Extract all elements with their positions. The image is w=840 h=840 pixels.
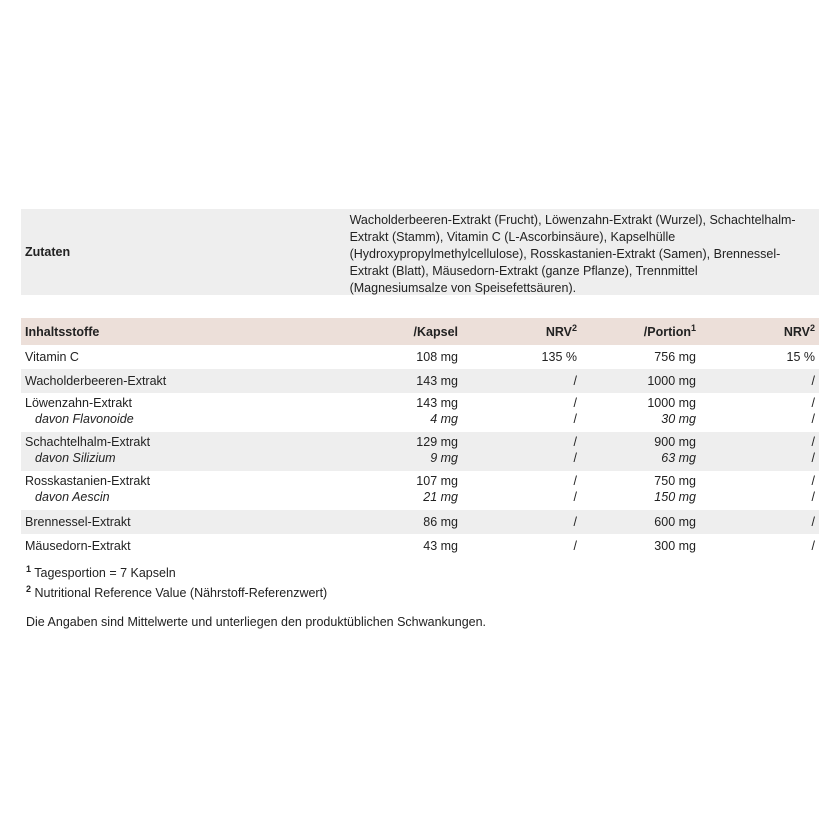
row-sub-nrv-capsule: / bbox=[573, 451, 577, 465]
row-per-portion: 1000 mg bbox=[647, 396, 696, 410]
row-nrv-portion: 15 % bbox=[786, 350, 815, 364]
row-sub-per-portion: 30 mg bbox=[661, 412, 696, 426]
table-row bbox=[21, 534, 819, 558]
table-row bbox=[21, 471, 819, 510]
footnotes bbox=[26, 563, 327, 603]
row-sub-nrv-capsule: / bbox=[573, 490, 577, 504]
row-per-capsule: 43 mg bbox=[423, 539, 458, 553]
row-nrv-portion: / bbox=[700, 510, 819, 534]
row-name: Rosskastanien-Extrakt bbox=[25, 474, 151, 488]
header-per-capsule: /Kapsel bbox=[343, 318, 462, 345]
header-ingredients: Inhaltsstoffe bbox=[21, 318, 343, 345]
header-per-portion: /Portion$^1$ bbox=[581, 318, 700, 345]
row-nrv-capsule: 135 % bbox=[541, 350, 577, 364]
row-name: Vitamin C bbox=[25, 350, 79, 364]
ingredients-text: Wacholderbeeren-Extrakt (Frucht), Löwenzahn-Extrakt (Wurzel), Schachtelhalm- Extrakt (Stamm), Vitamin C (L-Ascorbinsäure), Kapselhülle (Hydroxypropylmethylcellulose), Rosskastanien-Extrakt (Samen), Brennessel- Extrakt (Blatt), Mäusedorn-Extrakt (ganze Pflanze), Trennmittel (Magnesiumsalze von Speisefettsäuren). bbox=[349, 213, 796, 295]
row-per-capsule: 143 mg bbox=[416, 396, 458, 410]
footnote-1-mark: 1 bbox=[26, 564, 32, 574]
ingredients-label: Zutaten bbox=[25, 245, 71, 259]
row-name: Mäusedorn-Extrakt bbox=[25, 539, 131, 553]
row-sub-per-capsule: 4 mg bbox=[430, 412, 458, 426]
footnote-1-text: Tagesportion = 7 Kapseln bbox=[34, 566, 176, 580]
row-per-portion: 1000 mg bbox=[581, 369, 700, 393]
row-name: Löwenzahn-Extrakt bbox=[25, 396, 133, 410]
row-sub-name: davon Silizium bbox=[35, 451, 116, 465]
table-row bbox=[21, 369, 819, 393]
ingredients-box bbox=[21, 209, 819, 295]
row-name: Wacholderbeeren-Extrakt bbox=[21, 369, 343, 393]
disclaimer-text: Die Angaben sind Mittelwerte und unterliegen den produktüblichen Schwankungen. bbox=[26, 615, 487, 629]
row-nrv-portion: / bbox=[811, 539, 815, 553]
row-nrv-capsule: / bbox=[462, 510, 581, 534]
table-row bbox=[21, 510, 819, 534]
row-sub-nrv-portion: / bbox=[811, 412, 815, 426]
row-name: Schachtelhalm-Extrakt bbox=[25, 435, 151, 449]
row-per-portion: 750 mg bbox=[654, 474, 696, 488]
row-per-capsule: 108 mg bbox=[416, 350, 458, 364]
row-sub-nrv-portion: / bbox=[811, 490, 815, 504]
row-sub-per-portion: 150 mg bbox=[654, 490, 696, 504]
row-sub-nrv-capsule: / bbox=[573, 412, 577, 426]
row-sub-per-capsule: 21 mg bbox=[423, 490, 458, 504]
row-per-capsule: 86 mg bbox=[343, 510, 462, 534]
row-nrv-capsule: / bbox=[462, 369, 581, 393]
footnote-2-mark: 2 bbox=[26, 584, 32, 594]
footnote-2 bbox=[26, 583, 327, 603]
row-per-portion: 900 mg bbox=[654, 435, 696, 449]
row-name: Brennessel-Extrakt bbox=[21, 510, 343, 534]
header-nrv-capsule: NRV$^2$ bbox=[462, 318, 581, 345]
row-per-portion: 300 mg bbox=[654, 539, 696, 553]
table-row bbox=[21, 393, 819, 432]
row-sub-per-capsule: 9 mg bbox=[430, 451, 458, 465]
row-nrv-portion: / bbox=[700, 369, 819, 393]
footnote-1 bbox=[26, 563, 327, 583]
row-per-capsule: 107 mg bbox=[416, 474, 458, 488]
table-row bbox=[21, 345, 819, 369]
row-nrv-capsule: / bbox=[573, 435, 577, 449]
table-header-row bbox=[21, 318, 819, 345]
footnote-2-text: Nutritional Reference Value (Nährstoff-Referenzwert) bbox=[34, 586, 328, 600]
row-nrv-portion: / bbox=[811, 435, 815, 449]
row-per-capsule: 143 mg bbox=[343, 369, 462, 393]
row-sub-name: davon Aescin bbox=[35, 490, 110, 504]
row-per-portion: 756 mg bbox=[654, 350, 696, 364]
row-nrv-portion: / bbox=[811, 474, 815, 488]
row-sub-nrv-portion: / bbox=[811, 451, 815, 465]
row-sub-per-portion: 63 mg bbox=[661, 451, 696, 465]
row-per-capsule: 129 mg bbox=[416, 435, 458, 449]
nutrition-table bbox=[21, 318, 819, 558]
row-nrv-capsule: / bbox=[573, 539, 577, 553]
table-row bbox=[21, 432, 819, 471]
row-per-portion: 600 mg bbox=[581, 510, 700, 534]
row-nrv-capsule: / bbox=[573, 396, 577, 410]
header-nrv-portion: NRV$^2$ bbox=[700, 318, 819, 345]
row-nrv-capsule: / bbox=[573, 474, 577, 488]
row-sub-name: davon Flavonoide bbox=[35, 412, 134, 426]
row-nrv-portion: / bbox=[811, 396, 815, 410]
